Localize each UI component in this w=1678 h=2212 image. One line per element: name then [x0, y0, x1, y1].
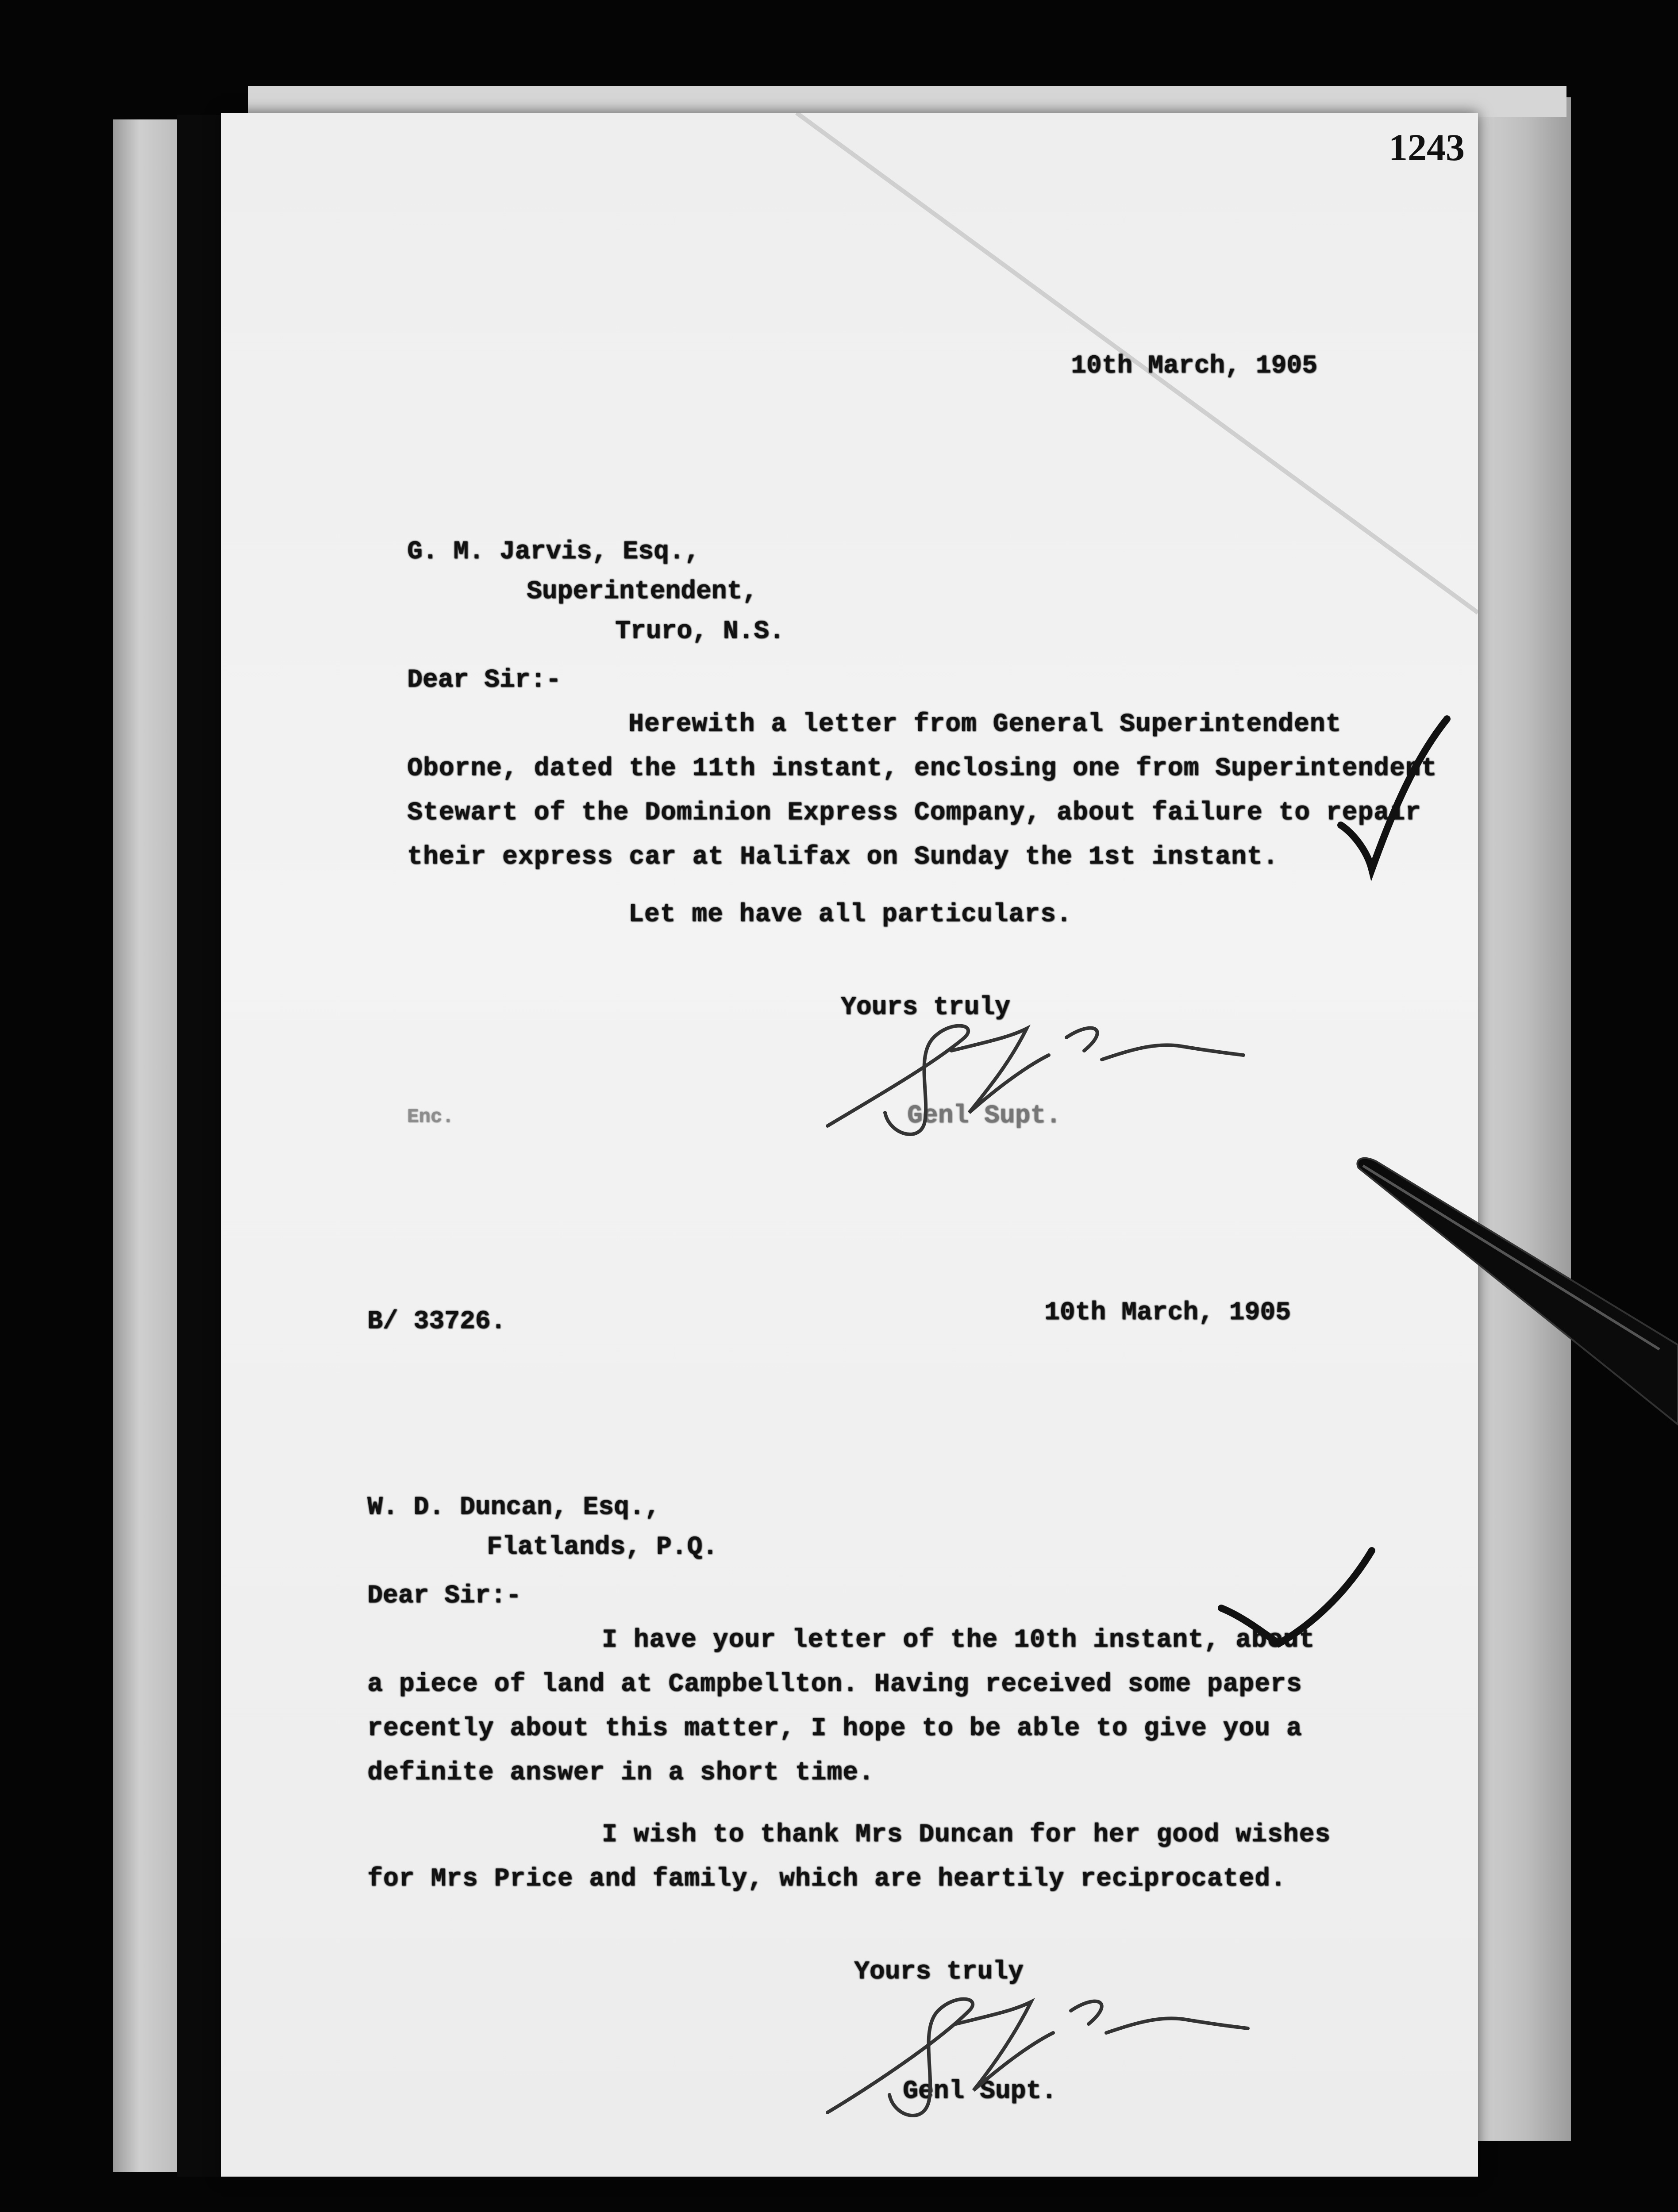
letter1-recipient-place: Truro, N.S. [615, 617, 785, 646]
letter2-body-line: for Mrs Price and family, which are heartily reciprocated. [367, 1865, 1286, 1893]
signature-2 [819, 1980, 1261, 2135]
letter2-date: 10th March, 1905 [1044, 1298, 1291, 1327]
page-stack-edge-left [113, 119, 179, 2172]
letter2-body-line: I have your letter of the 10th instant, about [602, 1626, 1315, 1655]
letter1-recipient-title: Superintendent, [527, 577, 758, 606]
page-binding-shadow [177, 115, 221, 2177]
letter2-body-line: I wish to thank Mrs Duncan for her good wishes [602, 1820, 1331, 1849]
check-mark-2 [1212, 1542, 1389, 1657]
letter1-body-line: Oborne, dated the 11th instant, enclosing one from Superintendent [407, 754, 1437, 783]
signature-1 [819, 1011, 1261, 1144]
letter2-signature-title: Genl Supt. [903, 2077, 1057, 2106]
letter2-body-line: definite answer in a short time. [367, 1759, 874, 1787]
check-mark-1 [1328, 710, 1460, 887]
letter1-recipient-name: G. M. Jarvis, Esq., [407, 538, 700, 566]
letter2-recipient-name: W. D. Duncan, Esq., [367, 1493, 660, 1522]
letter2-closing: Yours truly [854, 1958, 1024, 1986]
letter1-body-line: Stewart of the Dominion Express Company, about failure to repair [407, 799, 1421, 827]
letter1-signature-title: Genl Supt. [907, 1102, 1062, 1130]
letter2-file-ref: B/ 33726. [367, 1307, 506, 1336]
letter2-body-line: a piece of land at Campbellton. Having received some papers [367, 1670, 1302, 1699]
letter1-enclosure-mark: Enc. [407, 1106, 454, 1128]
page-number: 1243 [1389, 126, 1465, 169]
letter1-body-line: Herewith a letter from General Superintendent [628, 710, 1342, 739]
letter1-body-line: Let me have all particulars. [628, 900, 1072, 929]
letterbook-page [221, 113, 1478, 2177]
letter2-salutation: Dear Sir:- [367, 1582, 522, 1610]
letter1-date: 10th March, 1905 [1071, 352, 1317, 380]
letter1-salutation: Dear Sir:- [407, 666, 562, 695]
pen-icon [1350, 1150, 1678, 1438]
letter1-closing: Yours truly [841, 993, 1010, 1022]
letter2-recipient-place: Flatlands, P.Q. [487, 1533, 718, 1562]
letter2-body-line: recently about this matter, I hope to be able to give you a [367, 1714, 1302, 1743]
letter1-body-line: their express car at Halifax on Sunday the 1st instant. [407, 843, 1279, 872]
